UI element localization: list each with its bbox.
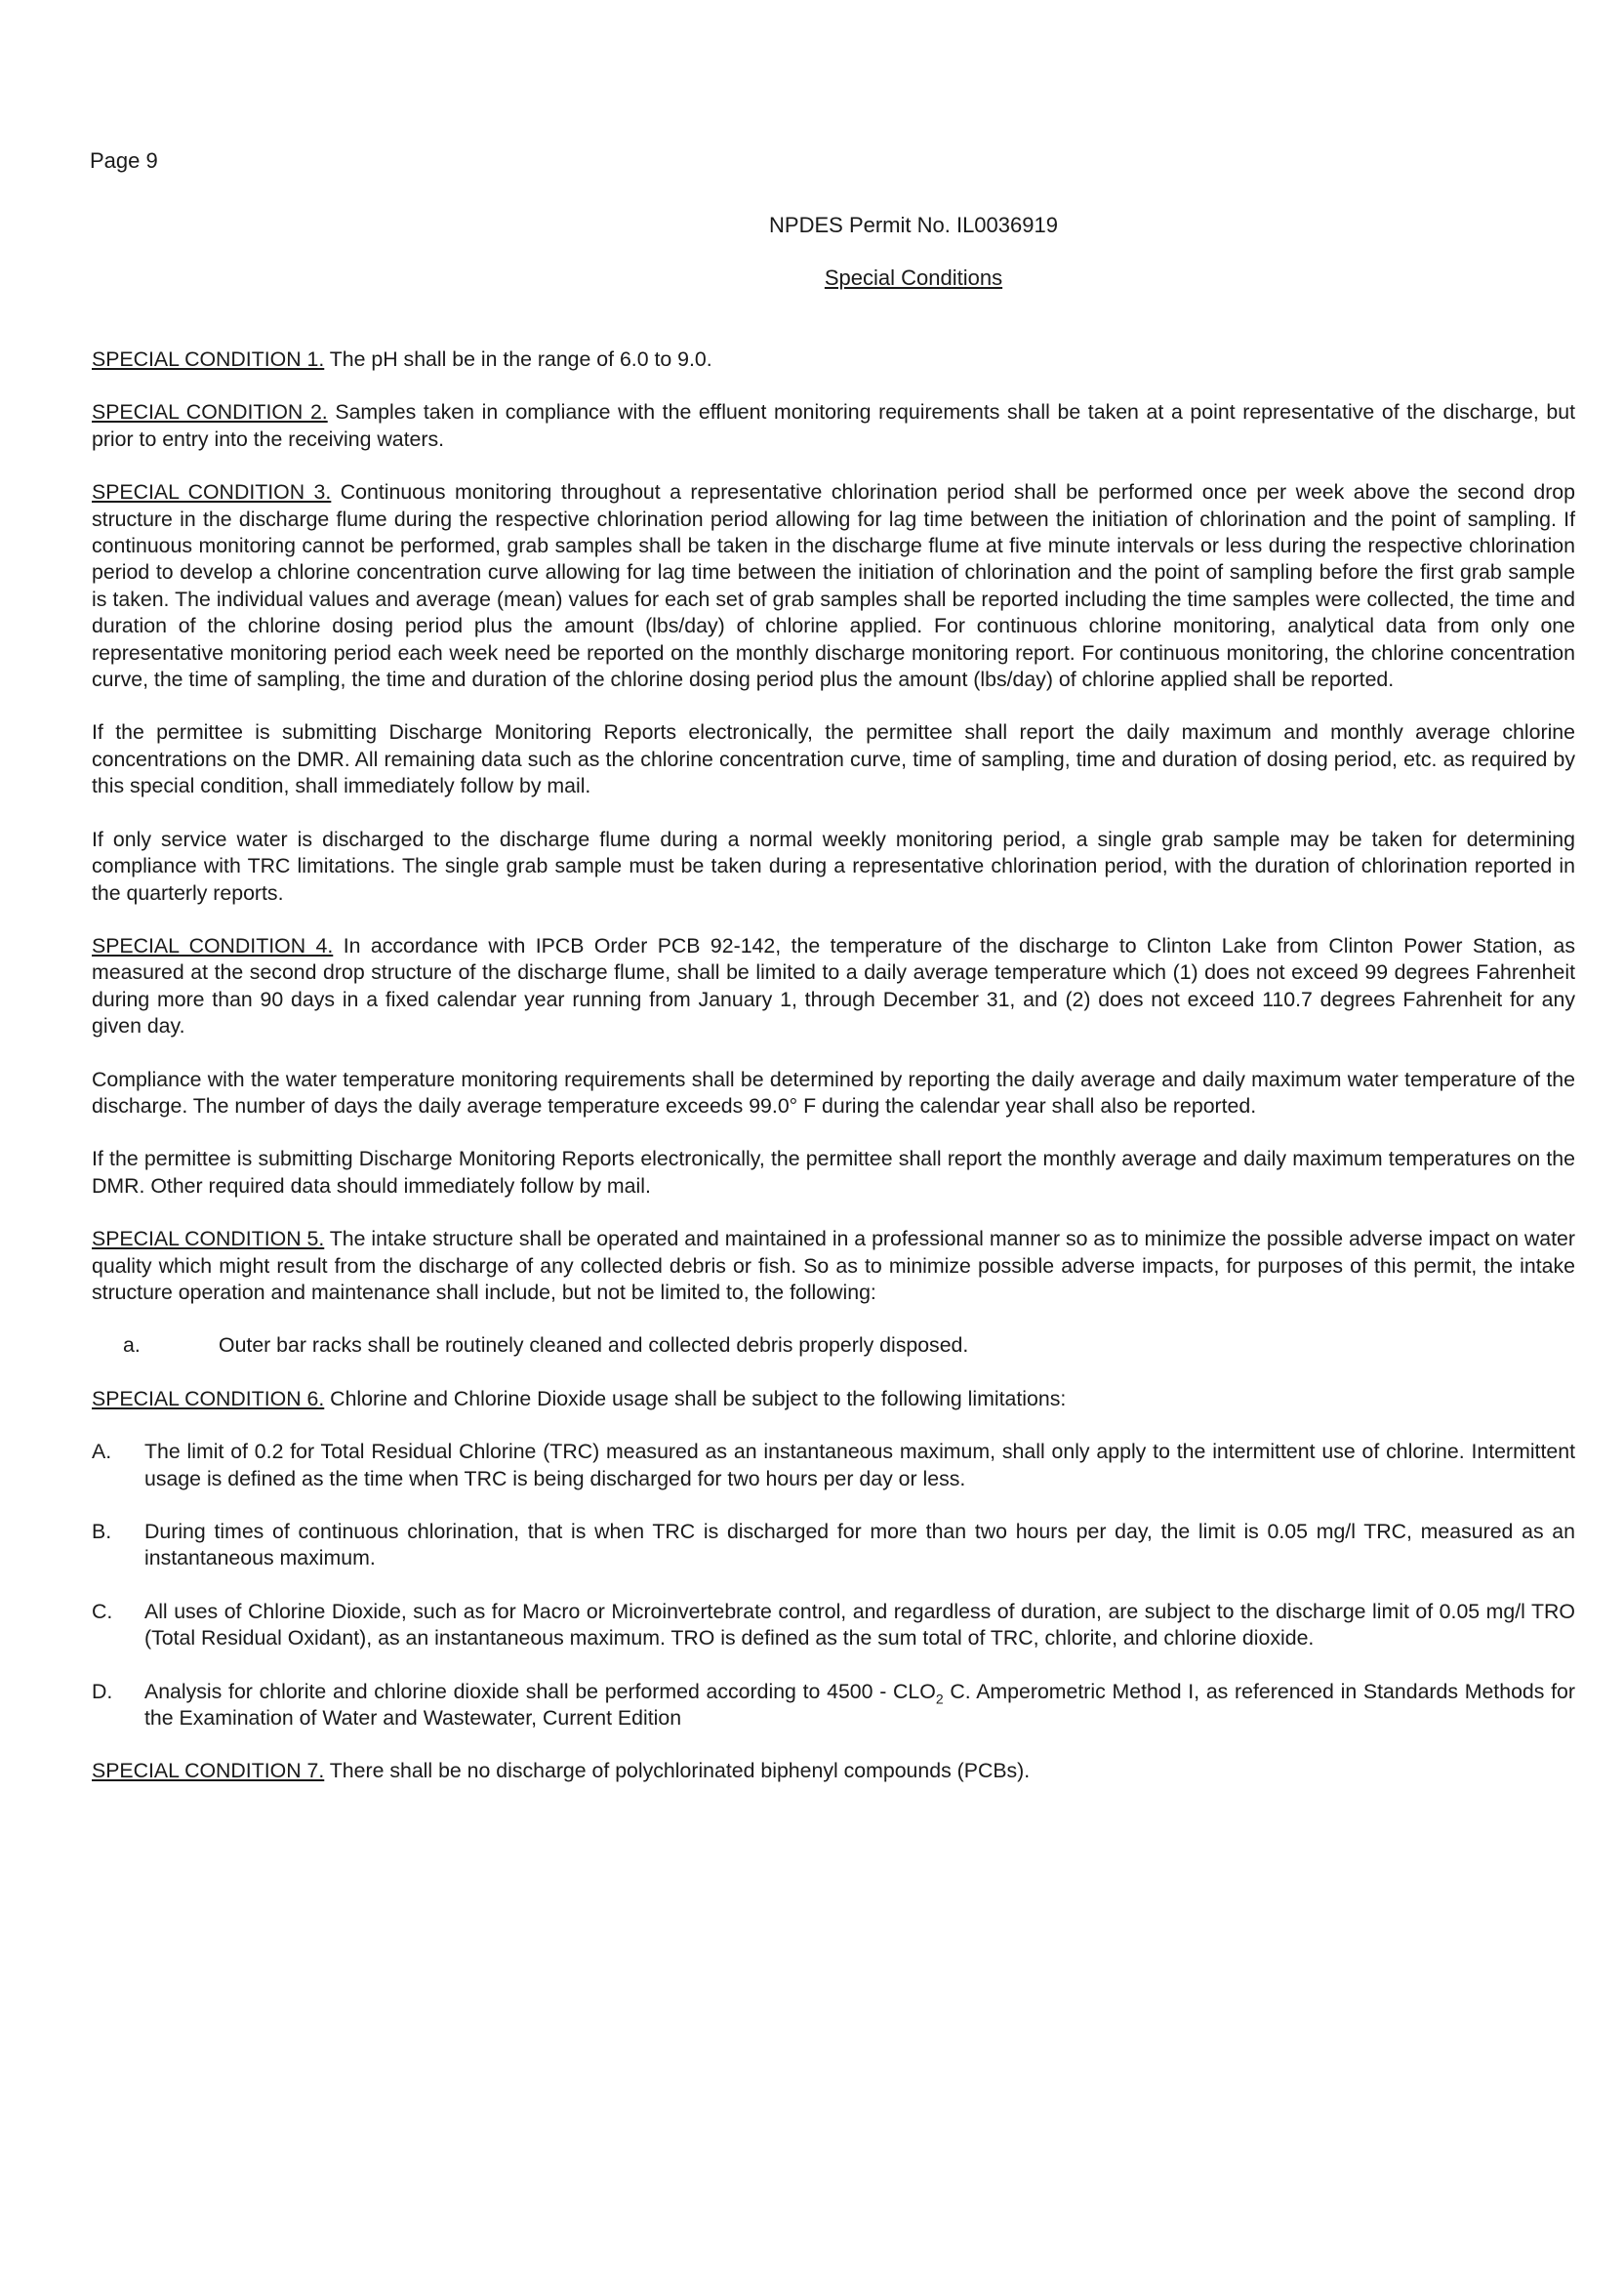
condition-4-paragraph-2: Compliance with the water temperature monitoring requirements shall be determined by reporting the daily average and daily maximum water temperature of the discharge. The number of days the daily average temperature exceeds 99.0° F during the calendar year shall also be reported. <box>92 1067 1575 1118</box>
permit-number: NPDES Permit No. IL0036919 <box>769 213 1058 237</box>
condition-label: SPECIAL CONDITION 7. <box>92 1759 325 1783</box>
special-condition-2 <box>92 399 1575 453</box>
condition-text: Samples taken in compliance with the effluent monitoring requirements shall be taken at a point representative of the discharge, but prior to entry into the receiving waters. <box>92 400 1575 451</box>
condition-3-paragraph-2: If the permittee is submitting Discharge Monitoring Reports electronically, the permittee shall report the daily maximum and monthly average chlorine concentrations on the DMR. All remaining data such as the chlorine concentration curve, time of sampling, time and duration of dosing period, etc. as required by this special condition, shall immediately follow by mail. <box>92 720 1575 798</box>
condition-text: The intake structure shall be operated and maintained in a professional manner so as to minimize the possible adverse impact on water quality which might result from the discharge of any collected debris or fish. So as to minimize possible adverse impacts, for purposes of this permit, the intake structure operation and maintenance shall include, but not be limited to, the following: <box>92 1227 1575 1304</box>
condition-6-item-c <box>92 1599 1575 1652</box>
item-letter: D. <box>92 1679 113 1703</box>
condition-5-item-a <box>92 1332 1575 1359</box>
item-text: The limit of 0.2 for Total Residual Chlorine (TRC) measured as an instantaneous maximum, shall only apply to the intermittent use of chlorine. Intermittent usage is defined as the time when TRC is being discharged for two hours per day or less. <box>144 1440 1575 1490</box>
condition-text: Continuous monitoring throughout a representative chlorination period shall be performed once per week above the second drop structure in the discharge flume during the respective chlorination period allowing for lag time between the initiation of chlorination and the point of sampling. If continuous monitoring cannot be performed, grab samples shall be taken in the discharge flume at five minute intervals or less during the respective chlorination period to develop a chlorine concentration curve allowing for lag time between the initiation of chlorination and the point of sampling before the first grab sample is taken. The individual values and average (mean) values for each set of grab samples shall be reported including the time samples were collected, the time and duration of the chlorine dosing period plus the amount (lbs/day) of chlorine applied. For continuous chlorine monitoring, analytical data from only one representative monitoring period each week need be reported on the monthly discharge monitoring report. For continuous monitoring, the chlorine concentration curve, the time of sampling, the time and duration of the chlorine dosing period plus the amount (lbs/day) of chlorine applied shall be reported. <box>92 480 1575 692</box>
condition-label: SPECIAL CONDITION 4. <box>92 933 334 958</box>
item-letter: A. <box>92 1440 112 1464</box>
item-text: Outer bar racks shall be routinely cleaned and collected debris properly disposed. <box>219 1333 969 1358</box>
condition-text: In accordance with IPCB Order PCB 92-142, the temperature of the discharge to Clinton Lake from Clinton Power Station, as measured at the second drop structure of the discharge flume, shall be limited to a daily average temperature which (1) does not exceed 99 degrees Fahrenheit during more than 90 days in a fixed calendar year running from January 1, through December 31, and (2) does not exceed 110.7 degrees Fahrenheit for any given day. <box>92 933 1575 1039</box>
special-condition-1 <box>92 346 1575 373</box>
item-letter: C. <box>92 1599 113 1623</box>
special-condition-6 <box>92 1386 1575 1412</box>
condition-text: There shall be no discharge of polychlorinated biphenyl compounds (PCBs). <box>324 1759 1031 1783</box>
condition-text: The pH shall be in the range of 6.0 to 9.0. <box>324 347 712 371</box>
item-letter: B. <box>92 1520 112 1543</box>
condition-label: SPECIAL CONDITION 2. <box>92 400 328 425</box>
subscript: 2 <box>935 1690 944 1706</box>
document-body <box>92 346 1575 1812</box>
condition-label: SPECIAL CONDITION 6. <box>92 1386 325 1410</box>
condition-label: SPECIAL CONDITION 5. <box>92 1227 325 1251</box>
special-condition-5 <box>92 1226 1575 1306</box>
condition-label: SPECIAL CONDITION 3. <box>92 480 332 505</box>
special-condition-3 <box>92 479 1575 693</box>
condition-3-paragraph-3: If only service water is discharged to the discharge flume during a normal weekly monitoring period, a single grab sample may be taken for determining compliance with TRC limitations. The single grab sample must be taken during a representative chlorination period, with the duration of chlorination reported in the quarterly reports. <box>92 827 1575 905</box>
item-text: Analysis for chlorite and chlorine dioxide shall be performed according to $4500 - CLO_2$ C. Amperometric Method I, as referenced in Standards Methods for the Examination of Water and Wastewater, Current Edition <box>144 1679 1575 1731</box>
condition-4-paragraph-3: If the permittee is submitting Discharge Monitoring Reports electronically, the permittee shall report the monthly average and daily maximum temperatures on the DMR. Other required data should immediately follow by mail. <box>92 1147 1575 1198</box>
special-condition-4 <box>92 933 1575 1040</box>
page-number: Page 9 <box>90 148 158 173</box>
special-condition-7 <box>92 1758 1575 1784</box>
condition-label: SPECIAL CONDITION 1. <box>92 347 325 371</box>
section-title: Special Conditions <box>824 265 1003 290</box>
item-text: During times of continuous chlorination, that is when TRC is discharged for more than two hours per day, the limit is 0.05 mg/l TRC, measured as an instantaneous maximum. <box>144 1520 1575 1570</box>
item-text: All uses of Chlorine Dioxide, such as for Macro or Microinvertebrate control, and regardless of duration, are subject to the discharge limit of 0.05 mg/l TRO (Total Residual Oxidant), as an instantaneous maximum. TRO is defined as the sum total of TRC, chlorite, and chlorine dioxide. <box>144 1599 1575 1650</box>
item-letter: a. <box>123 1333 141 1358</box>
condition-text: Chlorine and Chlorine Dioxide usage shall be subject to the following limitations: <box>324 1386 1067 1410</box>
condition-6-item-d <box>92 1679 1575 1732</box>
condition-6-item-b <box>92 1519 1575 1572</box>
condition-6-item-a <box>92 1439 1575 1492</box>
